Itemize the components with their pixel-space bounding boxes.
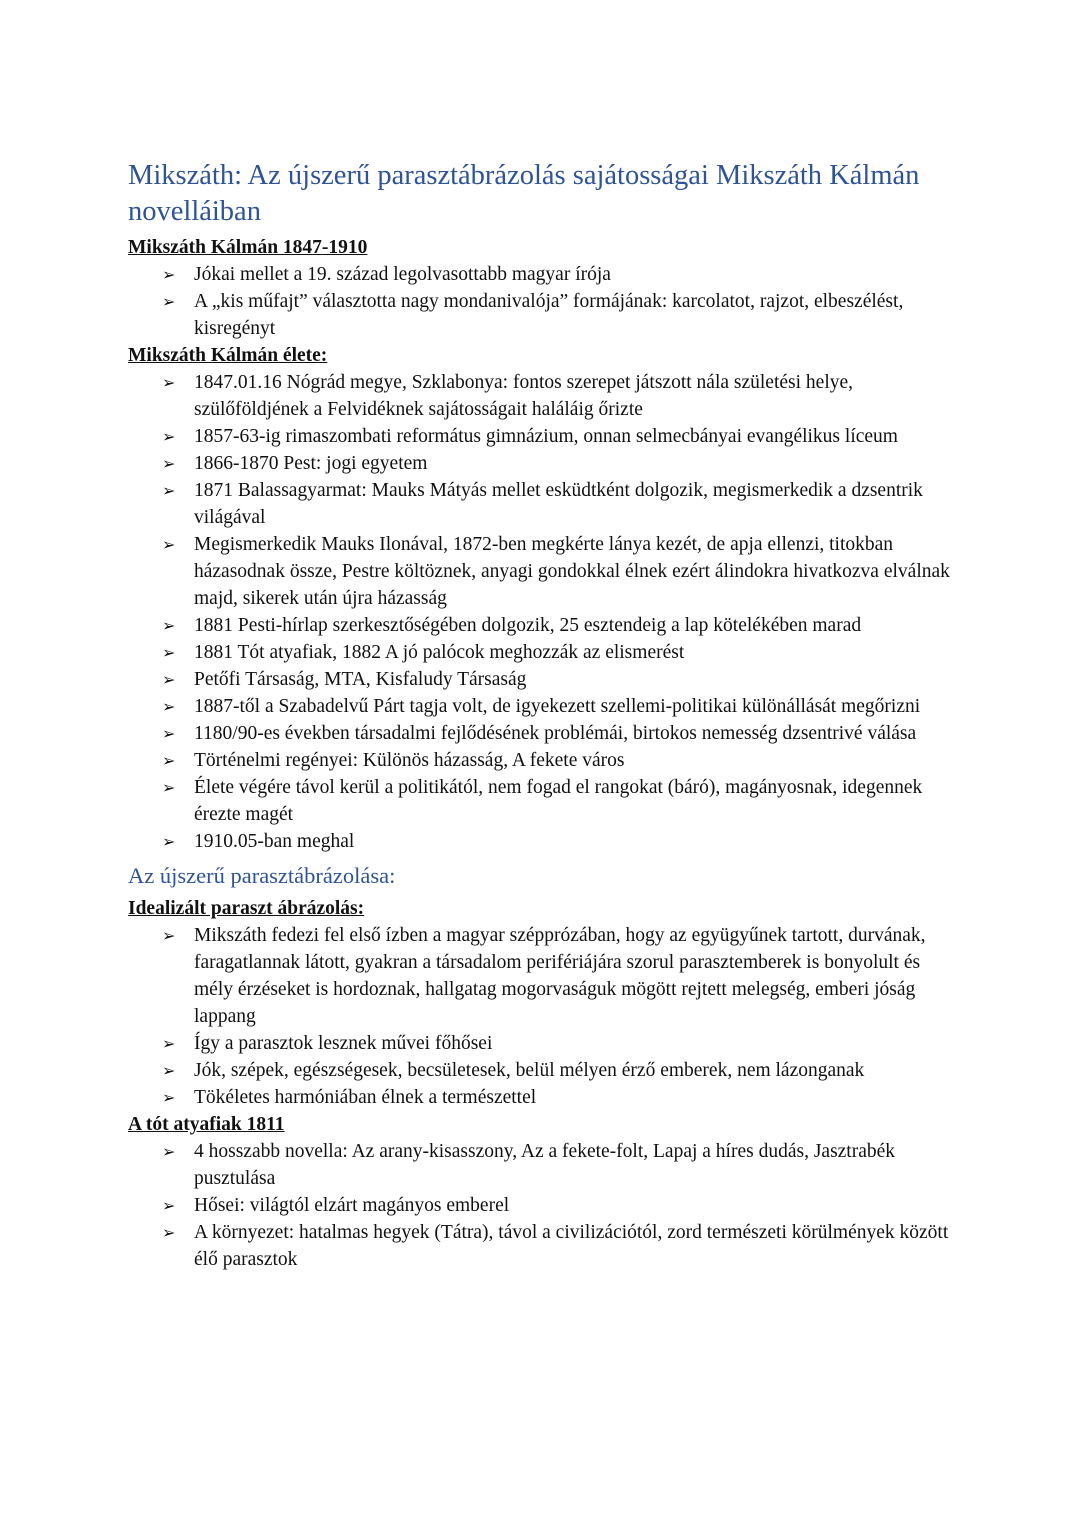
arrow-bullet-icon: ➢ [162, 292, 176, 311]
list-item-text: A környezet: hatalmas hegyek (Tátra), távol a civilizációtól, zord természeti körülmények között élő parasztok [194, 1222, 949, 1270]
arrow-bullet-icon: ➢ [162, 832, 176, 851]
list-item [128, 612, 950, 639]
arrow-bullet-icon: ➢ [162, 670, 176, 689]
list-item [128, 369, 950, 423]
list-item-text: 1887-től a Szabadelvű Párt tagja volt, de igyekezett szellemi-politikai különállását megőrizni [194, 696, 921, 717]
list-item [128, 450, 950, 477]
list-item-text: Mikszáth fedezi fel első ízben a magyar szépprózában, hogy az együgyűnek tartott, durvának, faragatlannak látott, gyakran a társadalom perifériájára szorul parasztemberek is bonyolult és mély érzéseket is hordoznak, hallgatag mogorvaságuk mögött rejtett melegség, emberi jóság lappang [194, 925, 926, 1027]
document-page [128, 158, 950, 1273]
list-item [128, 1219, 950, 1273]
list-item [128, 666, 950, 693]
list-item [128, 1192, 950, 1219]
list-item [128, 288, 950, 342]
page-title: Mikszáth: Az újszerű parasztábrázolás sajátosságai Mikszáth Kálmán novelláiban [128, 160, 920, 227]
arrow-bullet-icon: ➢ [162, 265, 176, 284]
arrow-bullet-icon: ➢ [162, 926, 176, 945]
list-item [128, 261, 950, 288]
list-item-text: Jókai mellet a 19. század legolvasottabb magyar írója [194, 264, 611, 285]
bullet-list-idealized [128, 922, 950, 1111]
list-item-text: 1180/90-es években társadalmi fejlődésének problémái, birtokos nemesség dzsentrivé válása [194, 723, 917, 744]
list-item [128, 423, 950, 450]
section-heading-lifespan: Mikszáth Kálmán 1847-1910 [128, 237, 368, 258]
list-item [128, 639, 950, 666]
list-item-text: Hősei: világtól elzárt magányos emberel [194, 1195, 510, 1216]
arrow-bullet-icon: ➢ [162, 724, 176, 743]
list-item-text: Történelmi regényei: Különös házasság, A fekete város [194, 750, 625, 771]
list-item-text: 1866-1870 Pest: jogi egyetem [194, 453, 428, 474]
list-item-text: Így a parasztok lesznek művei főhősei [194, 1033, 493, 1054]
list-item-text: 4 hosszabb novella: Az arany-kisasszony, Az a fekete-folt, Lapaj a híres dudás, Jasztrabék pusztulása [194, 1141, 896, 1189]
arrow-bullet-icon: ➢ [162, 1061, 176, 1080]
arrow-bullet-icon: ➢ [162, 751, 176, 770]
list-item-text: 1910.05-ban meghal [194, 831, 355, 852]
arrow-bullet-icon: ➢ [162, 373, 176, 392]
arrow-bullet-icon: ➢ [162, 535, 176, 554]
list-item [128, 1138, 950, 1192]
list-item-text: 1871 Balassagyarmat: Mauks Mátyás mellet esküdtként dolgozik, megismerkedik a dzsentrik világával [194, 480, 923, 528]
list-item-text: Tökéletes harmóniában élnek a természettel [194, 1087, 537, 1108]
list-item [128, 477, 950, 531]
bullet-list-lifespan [128, 261, 950, 342]
list-item [128, 774, 950, 828]
list-item [128, 922, 950, 1030]
arrow-bullet-icon: ➢ [162, 1223, 176, 1242]
list-item-text: Jók, szépek, egészségesek, becsületesek, belül mélyen érző emberek, nem lázonganak [194, 1060, 865, 1081]
section-heading-idealized: Idealizált paraszt ábrázolás: [128, 898, 365, 919]
bullet-list-life [128, 369, 950, 855]
section-heading-life: Mikszáth Kálmán élete: [128, 345, 328, 366]
section-heading-tot-atyafiak: A tót atyafiak 1811 [128, 1114, 285, 1135]
list-item-text: 1881 Tót atyafiak, 1882 A jó palócok meghozzák az elismerést [194, 642, 685, 663]
list-item [128, 747, 950, 774]
list-item [128, 693, 950, 720]
arrow-bullet-icon: ➢ [162, 1196, 176, 1215]
list-item [128, 531, 950, 612]
arrow-bullet-icon: ➢ [162, 778, 176, 797]
list-item-text: 1847.01.16 Nógrád megye, Szklabonya: fontos szerepet játszott nála születési helye, szülőföldjének a Felvidéknek sajátosságait haláláig őrizte [194, 372, 854, 420]
list-item-text: A „kis műfajt” választotta nagy mondanivalója” formájának: karcolatot, rajzot, elbeszélést, kisregényt [194, 291, 904, 339]
list-item-text: Élete végére távol kerül a politikától, nem fogad el rangokat (báró), magányosnak, idegennek érezte magét [194, 777, 923, 825]
arrow-bullet-icon: ➢ [162, 643, 176, 662]
list-item-text: Megismerkedik Mauks Ilonával, 1872-ben megkérte lánya kezét, de apja ellenzi, titokban házasodnak össze, Pestre költöznek, anyagi gondokkal élnek ezért álindokra hivatkozva elválnak majd, sikerek után újra házasság [194, 534, 950, 609]
list-item-text: Petőfi Társaság, MTA, Kisfaludy Társaság [194, 669, 527, 690]
arrow-bullet-icon: ➢ [162, 1142, 176, 1161]
list-item [128, 720, 950, 747]
list-item-text: 1857-63-ig rimaszombati református gimnázium, onnan selmecbányai evangélikus líceum [194, 426, 898, 447]
arrow-bullet-icon: ➢ [162, 1034, 176, 1053]
arrow-bullet-icon: ➢ [162, 616, 176, 635]
arrow-bullet-icon: ➢ [162, 697, 176, 716]
list-item [128, 1057, 950, 1084]
arrow-bullet-icon: ➢ [162, 427, 176, 446]
list-item-text: 1881 Pesti-hírlap szerkesztőségében dolgozik, 25 esztendeig a lap kötelékében marad [194, 615, 862, 636]
list-item [128, 1030, 950, 1057]
arrow-bullet-icon: ➢ [162, 454, 176, 473]
arrow-bullet-icon: ➢ [162, 481, 176, 500]
list-item [128, 828, 950, 855]
bullet-list-tot-atyafiak [128, 1138, 950, 1273]
list-item [128, 1084, 950, 1111]
section-subtitle: Az újszerű parasztábrázolása: [128, 863, 396, 888]
arrow-bullet-icon: ➢ [162, 1088, 176, 1107]
